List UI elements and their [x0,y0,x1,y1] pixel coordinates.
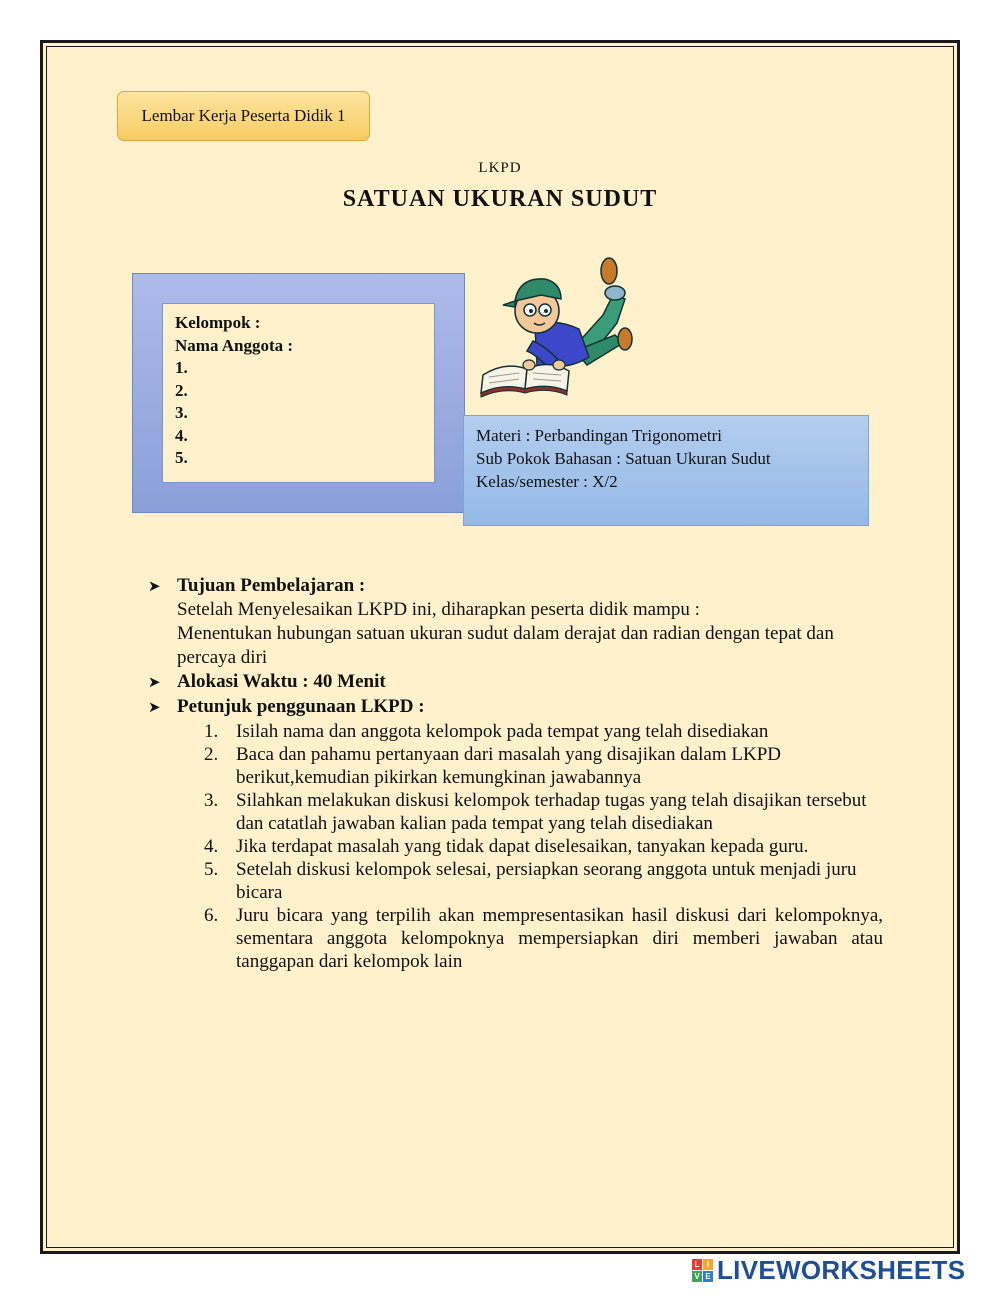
arrowhead-bullet-icon: ➤ [148,579,161,595]
list-item [204,720,883,743]
petunjuk-section [148,695,883,720]
step-number: 1. [204,721,219,742]
arrowhead-bullet-icon: ➤ [148,700,161,716]
page-title: SATUAN UKURAN SUDUT [342,186,658,212]
list-item [204,789,883,835]
member-line-1: 1. [175,358,188,377]
step-number: 5. [204,859,219,880]
step-text: Setelah diskusi kelompok selesai, persiapkan seorang anggota untuk menjadi juru bicara [236,859,857,903]
alokasi-heading: Alokasi Waktu : 40 Menit [177,671,386,692]
logo-cube-letter: I [703,1259,713,1270]
step-text: Baca dan pahamu pertanyaan dari masalah yang disajikan dalam LKPD berikut,kemudian pikirkan kemungkinan jawabannya [236,744,781,788]
logo-cube-letter: E [703,1271,713,1282]
group-box [162,303,435,483]
step-text: Silahkan melakukan diskusi kelompok terhadap tugas yang telah disajikan tersebut dan catatlah jawaban kalian pada tempat yang telah disediakan [236,790,867,834]
step-number: 4. [204,836,219,857]
step-text: Jika terdapat masalah yang tidak dapat diselesaikan, tanyakan kepada guru. [236,836,809,857]
instructions-section [148,574,883,973]
liveworksheets-logo[interactable] [692,1256,965,1284]
logo-cube-letter: L [692,1259,702,1270]
arrowhead-bullet-icon: ➤ [148,675,161,691]
petunjuk-heading: Petunjuk penggunaan LKPD : [177,696,425,717]
tujuan-line-1: Setelah Menyelesaikan LKPD ini, diharapkan peserta didik mampu : [177,599,700,620]
worksheet-tag-label: Lembar Kerja Peserta Didik 1 [141,106,346,125]
member-line-4: 4. [175,425,188,445]
step-text: Isilah nama dan anggota kelompok pada tempat yang telah disediakan [236,721,769,742]
sub-pokok-line: Sub Pokok Bahasan : Satuan Ukuran Sudut [476,449,771,468]
alokasi-section [148,670,883,695]
list-item [204,743,883,789]
step-number: 6. [204,905,219,926]
worksheet-tag [117,91,370,141]
list-item [204,858,883,904]
nama-anggota-label: Nama Anggota : [175,335,294,355]
logo-cube-icon [692,1259,713,1282]
step-number: 3. [204,790,219,811]
lkpd-label: LKPD [478,160,522,176]
step-number: 2. [204,744,219,765]
kelompok-label: Kelompok : [175,313,261,332]
member-line-3: 3. [175,403,188,422]
kelas-line: Kelas/semester : X/2 [476,472,618,491]
tujuan-line-2: Menentukan hubungan satuan ukuran sudut dalam derajat dan radian dengan tepat dan percaya diri [177,623,834,668]
member-line-5: 5. [175,448,188,467]
member-line-2: 2. [175,380,188,400]
petunjuk-steps [148,720,883,973]
step-text: Juru bicara yang terpilih akan mempresentasikan hasil diskusi dari kelompoknya, sementara anggota kelompoknya mempersiapkan diri memberi jawaban atau tanggapan dari kelompok lain [236,905,883,972]
tujuan-section [148,574,883,670]
info-box [463,415,869,526]
materi-line: Materi : Perbandingan Trigonometri [476,426,723,445]
logo-cube-letter: V [692,1271,702,1282]
list-item [204,835,883,858]
list-item [204,904,883,973]
logo-text: LIVEWORKSHEETS [717,1254,966,1285]
tujuan-heading: Tujuan Pembelajaran : [177,575,366,596]
boy-reading-book-icon [475,255,635,400]
